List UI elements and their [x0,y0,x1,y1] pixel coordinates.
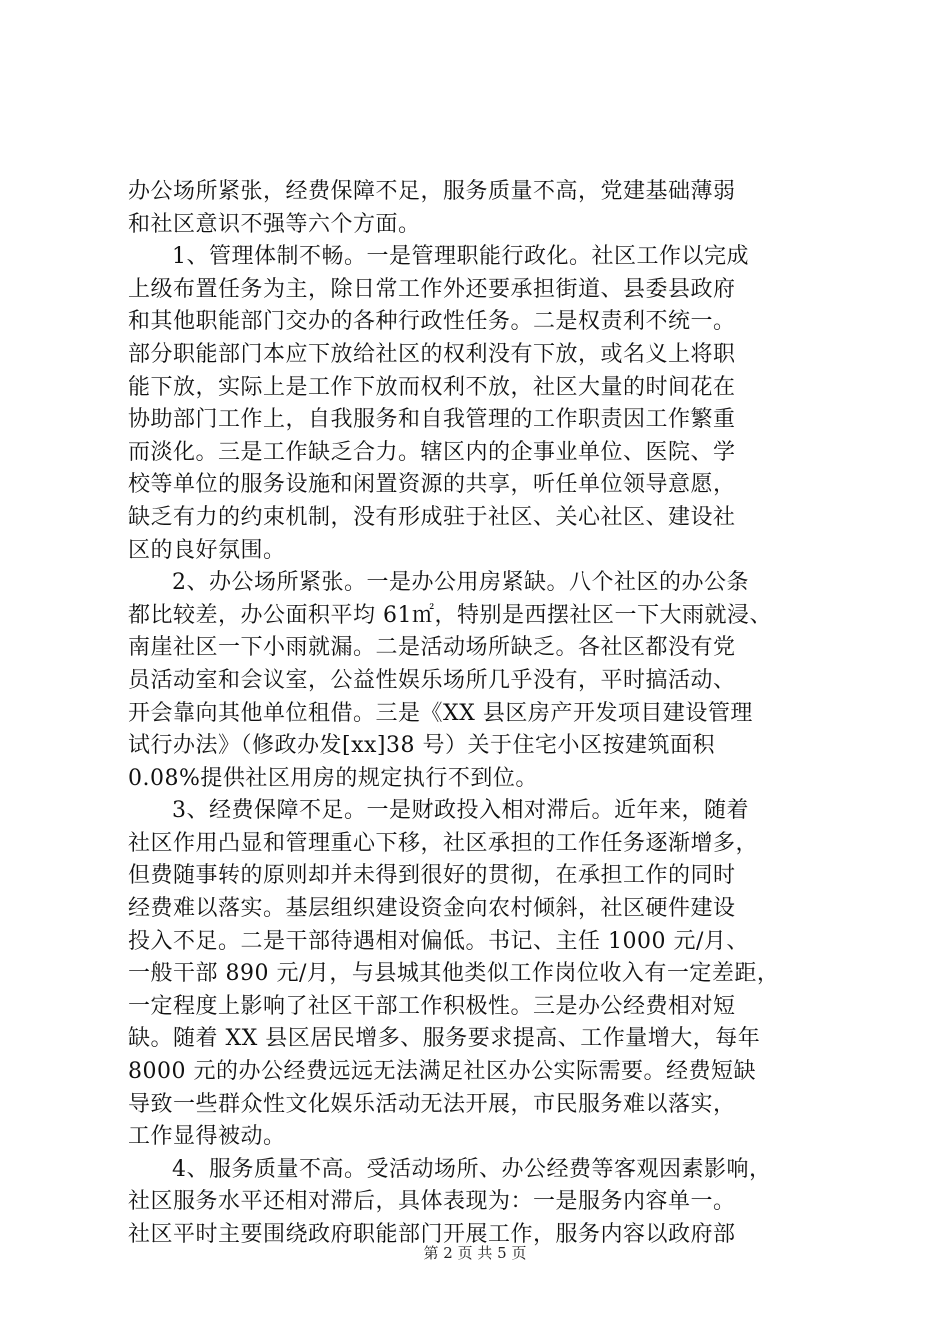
text-line: 投入不足。二是干部待遇相对偏低。书记、主任 1000 元/月、 [128,928,749,954]
text-line: 一般干部 890 元/月，与县城其他类似工作岗位收入有一定差距， [128,961,780,987]
text-line: 8000 元的办公经费远远无法满足社区办公实际需要。经费短缺 [128,1059,756,1085]
text-line: 但费随事转的原则却并未得到很好的贯彻，在承担工作的同时 [128,863,736,889]
text-line: 试行办法》（修政办发[xx]38 号）关于住宅小区按建筑面积 [128,733,715,759]
text-line: 开会靠向其他单位租借。三是《XX 县区房产开发项目建设管理 [128,700,753,726]
text-line: 协助部门工作上，自我服务和自我管理的工作职责因工作繁重 [128,407,736,433]
paragraph-heading-2: 2、办公场所紧张。一是办公用房紧缺。八个社区的办公条 [172,570,749,596]
text-line: 员活动室和会议室，公益性娱乐场所几乎没有，平时搞活动、 [128,667,736,693]
text-line: 办公场所紧张，经费保障不足，服务质量不高，党建基础薄弱 [128,179,736,204]
text-line: 导致一些群众性文化娱乐活动无法开展，市民服务难以落实， [128,1091,736,1117]
paragraph-heading-1: 1、管理体制不畅。一是管理职能行政化。社区工作以完成 [172,244,749,270]
text-line: 上级布置任务为主，除日常工作外还要承担街道、县委县政府 [128,276,736,302]
text-line: 和社区意识不强等六个方面。 [128,211,421,237]
text-line: 而淡化。三是工作缺乏合力。辖区内的企事业单位、医院、学 [128,439,736,465]
text-line: 区的良好氛围。 [128,537,286,563]
text-line: 0.08%提供社区用房的规定执行不到位。 [128,765,538,791]
text-line: 经费难以落实。基层组织建设资金向农村倾斜，社区硬件建设 [128,896,736,922]
page-number-footer: 第 2 页 共 5 页 [423,1244,527,1262]
text-line: 南崖社区一下小雨就漏。二是活动场所缺乏。各社区都没有党 [128,635,736,661]
text-line: 缺乏有力的约束机制，没有形成驻于社区、关心社区、建设社 [128,504,736,530]
text-line: 校等单位的服务设施和闲置资源的共享，听任单位领导意愿， [128,472,736,498]
text-line: 和其他职能部门交办的各种行政性任务。二是权责利不统一。 [128,309,736,335]
paragraph-heading-4: 4、服务质量不高。受活动场所、办公经费等客观因素影响， [172,1156,772,1182]
paragraph-heading-3: 3、经费保障不足。一是财政投入相对滞后。近年来，随着 [172,798,749,824]
text-line: 一定程度上影响了社区干部工作积极性。三是办公经费相对短 [128,993,736,1019]
text-line: 社区服务水平还相对滞后，具体表现为：一是服务内容单一。 [128,1189,736,1215]
text-line: 社区作用凸显和管理重心下移，社区承担的工作任务逐渐增多， [128,830,759,856]
document-body [128,176,828,1252]
text-line: 工作显得被动。 [128,1124,286,1150]
text-line: 部分职能部门本应下放给社区的权利没有下放，或名义上将职 [128,341,736,367]
text-line: 社区平时主要围绕政府职能部门开展工作，服务内容以政府部 [128,1222,736,1247]
text-line: 都比较差，办公面积平均 61㎡，特别是西摆社区一下大雨就浸、 [128,602,772,628]
text-line: 缺。随着 XX 县区居民增多、服务要求提高、工作量增大，每年 [128,1026,761,1052]
text-line: 能下放，实际上是工作下放而权利不放，社区大量的时间花在 [128,374,736,400]
